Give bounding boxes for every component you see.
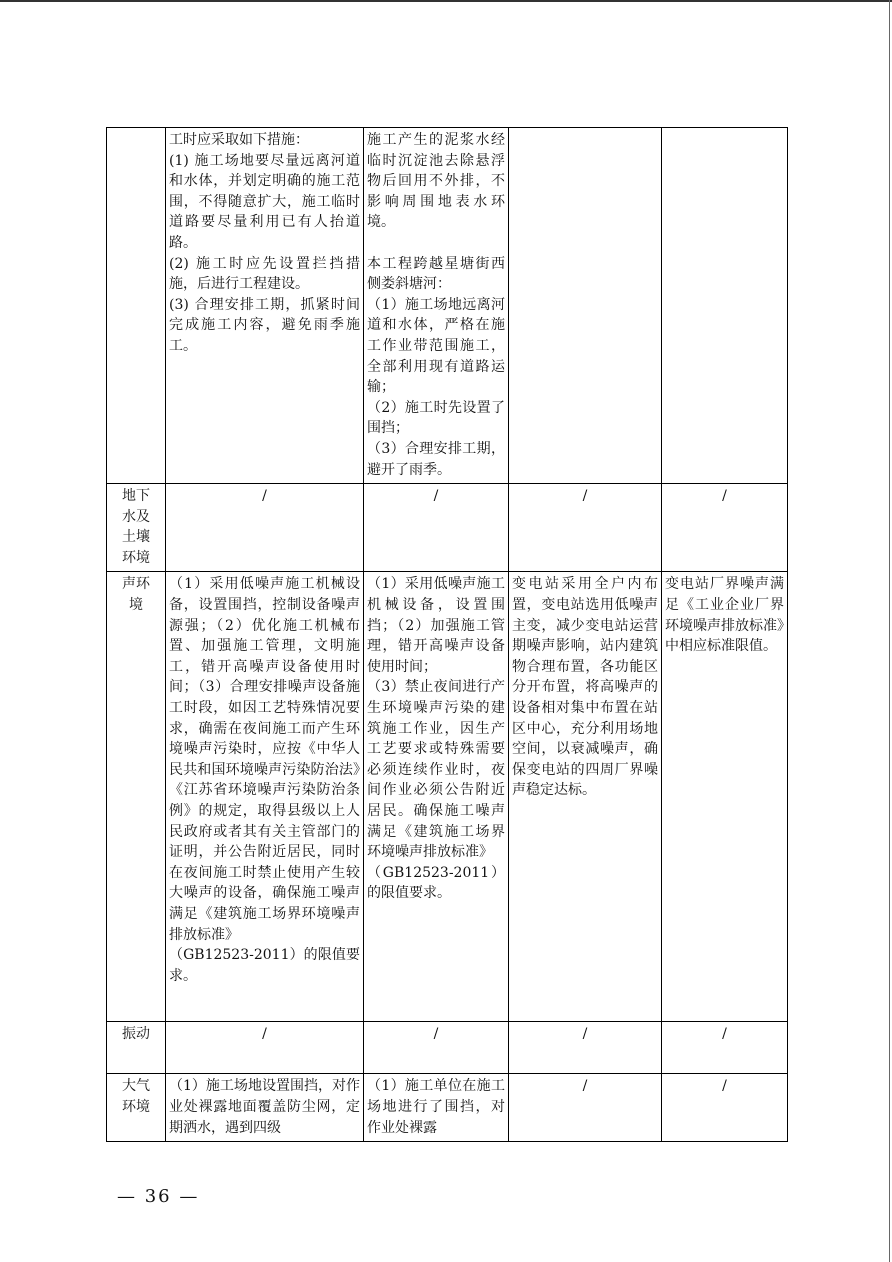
measures-required-cell: 工时应采取如下措施： (1) 施工场地要尽量远离河道和水体，并划定明确的施工范围，不得随意扩大，施工临时道路要尽量利用已有人抬道路。 (2) 施工时应先设置拦挡措施，后进行工程建设。 (3) 合理安排工期，抓紧时间完成施工内容，避免雨季施工。 <box>166 128 364 484</box>
category-cell: 大气环境 <box>107 1074 166 1142</box>
measures-implemented-cell: 施工产生的泥浆水经临时沉淀池去除悬浮物后回用不外排，不影响周围地表水环境。 本工程跨越星塘街西侧娄斜塘河： （1）施工场地远离河道和水体，严格在施工作业带范围施工，全部利用现有道路运输； （2）施工时先设置了围挡； （3）合理安排工期，避开了雨季。 <box>364 128 509 484</box>
category-cell <box>107 128 166 484</box>
operation-measures-cell: / <box>509 1022 662 1074</box>
operation-result-cell <box>662 128 788 484</box>
operation-measures-cell <box>509 128 662 484</box>
measures-implemented-cell: / <box>364 1022 509 1074</box>
measures-required-cell: / <box>166 1022 364 1074</box>
measures-required-cell: / <box>166 484 364 572</box>
measures-implemented-cell: （1）施工单位在施工场地进行了围挡，对作业处裸露 <box>364 1074 509 1142</box>
operation-result-cell: / <box>662 1022 788 1074</box>
operation-measures-cell: 变电站采用全户内布置，变电站选用低噪声主变，减少变电站运营期噪声影响，站内建筑物合理布置，各功能区分开布置，将高噪声的设备相对集中布置在站区中心，充分利用场地空间，以衰减噪声，确保变电站的四周厂界噪声稳定达标。 <box>509 572 662 1022</box>
operation-measures-cell: / <box>509 484 662 572</box>
measures-implemented-cell: / <box>364 484 509 572</box>
right-rule <box>889 0 890 1262</box>
operation-measures-cell: / <box>509 1074 662 1142</box>
table-row-groundwater-soil <box>107 484 788 572</box>
operation-result-cell: / <box>662 1074 788 1142</box>
table-row-acoustic <box>107 572 788 1022</box>
table-row-vibration <box>107 1022 788 1074</box>
category-cell: 振动 <box>107 1022 166 1074</box>
category-cell: 地下水及土壤环境 <box>107 484 166 572</box>
measures-required-cell: （1）施工场地设置围挡，对作业处裸露地面覆盖防尘网，定期洒水，遇到四级 <box>166 1074 364 1142</box>
measures-implemented-cell: （1）采用低噪声施工机械设备，设置围挡；（2）加强施工管理，错开高噪声设备使用时间； （3）禁止夜间进行产生环境噪声污染的建筑施工作业，因生产工艺要求或特殊需要必须连续作业时，夜间作业必须公告附近居民。确保施工噪声满足《建筑施工场界环境噪声排放标准》 （GB12523-2011）的限值要求。 <box>364 572 509 1022</box>
top-rule <box>0 0 892 2</box>
category-cell: 声环境 <box>107 572 166 1022</box>
page-number: — 36 — <box>117 1186 200 1207</box>
measures-required-cell: （1）采用低噪声施工机械设备，设置围挡，控制设备噪声源强；（2）优化施工机械布置、加强施工管理，文明施工，错开高噪声设备使用时间；（3）合理安排噪声设备施工时段，如因工艺特殊情况要求，确需在夜间施工而产生环境噪声污染时，应按《中华人民共和国环境噪声污染防治法》《江苏省环境噪声污染防治条例》的规定，取得县级以上人民政府或者其有关主管部门的证明，并公告附近居民，同时在夜间施工时禁止使用产生较大噪声的设备，确保施工噪声满足《建筑施工场界环境噪声排放标准》 （GB12523-2011）的限值要求。 <box>166 572 364 1022</box>
operation-result-cell: / <box>662 484 788 572</box>
table-row-atmosphere <box>107 1074 788 1142</box>
operation-result-cell: 变电站厂界噪声满足《工业企业厂界环境噪声排放标准》中相应标准限值。 <box>662 572 788 1022</box>
table-row-surface-water <box>107 128 788 484</box>
environmental-measures-table <box>106 127 788 1142</box>
